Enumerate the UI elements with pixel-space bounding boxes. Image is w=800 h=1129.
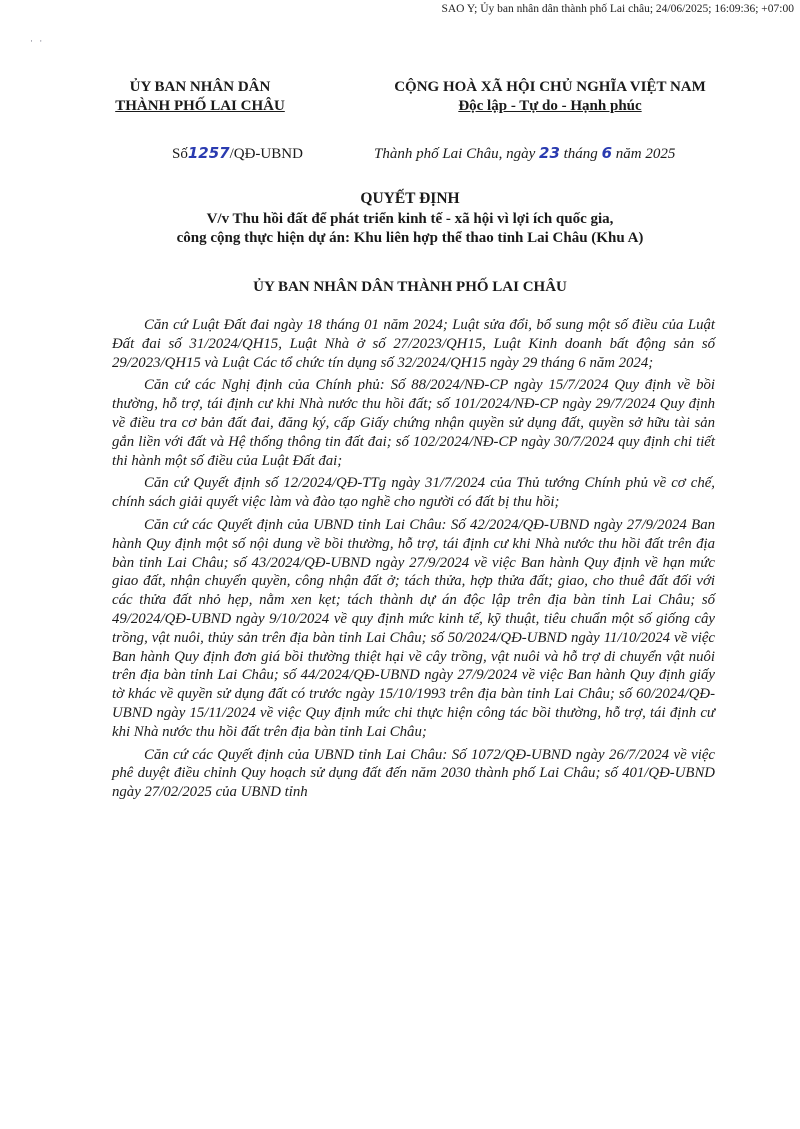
- digital-copy-stamp: SAO Y; Ủy ban nhân dân thành phố Lai châu; 24/06/2025; 16:09:36; +07:00: [441, 3, 794, 15]
- doc-number-suffix: /QĐ-UBND: [229, 146, 303, 162]
- decision-title-block: [90, 189, 730, 248]
- national-motto-header: [340, 78, 760, 116]
- issuing-agency-header: [100, 78, 300, 116]
- doc-number-handwritten: 1257: [187, 144, 230, 162]
- paragraph: Căn cứ Luật Đất đai ngày 18 tháng 01 năm 2024; Luật sửa đổi, bổ sung một số điều của Luật Đất đai số 31/2024/QH15, Luật Nhà ở số 27/2023/QH15, Luật Kinh doanh bất động sản số 29/2023/QH15 và Luật Các tổ chức tín dụng số 32/2024/QH15 ngày 29 tháng 6 năm 2024;: [112, 317, 715, 371]
- paragraph: Căn cứ các Quyết định của UBND tỉnh Lai Châu: Số 1072/QĐ-UBND ngày 26/7/2024 về việc phê duyệt điều chỉnh Quy hoạch sử dụng đất đến năm 2030 thành phố Lai Châu; số 401/QĐ-UBND ngày 27/02/2025 của UBND tỉnh: [112, 746, 715, 801]
- document-number: [172, 144, 303, 163]
- agency-line-2: THÀNH PHỐ LAI CHÂU: [115, 98, 285, 114]
- paragraph: Căn cứ Quyết định số 12/2024/QĐ-TTg ngày 31/7/2024 của Thủ tướng Chính phủ về cơ chế, chính sách giải quyết việc làm và đào tạo nghề cho người có đất bị thu hồi;: [112, 475, 715, 511]
- decision-subject-line-1: V/v Thu hồi đất để phát triển kinh tế - xã hội vì lợi ích quốc gia,: [206, 211, 614, 227]
- date-part-2: tháng: [563, 146, 598, 162]
- decision-subject-line-2: công cộng thực hiện dự án: Khu liên hợp thể thao tỉnh Lai Châu (Khu A): [176, 230, 644, 246]
- date-part-3: năm 2025: [615, 146, 676, 162]
- document-body: [112, 316, 715, 806]
- paragraph: Căn cứ các Nghị định của Chính phủ: Số 88/2024/NĐ-CP ngày 15/7/2024 Quy định về bồi thường, hỗ trợ, tái định cư khi Nhà nước thu hồi đất; số 101/2024/NĐ-CP ngày 29/7/2024 Quy định về điều tra cơ bản đất đai, đăng ký, cấp Giấy chứng nhận quyền sử dụng đất, quyền sở hữu tài sản gắn liền với đất và Hệ thống thông tin đất đai; số 102/2024/NĐ-CP ngày 30/7/2024 quy định chi tiết thi hành một số điều của Luật Đất đai;: [112, 377, 715, 469]
- scan-speck: · ·: [30, 36, 45, 46]
- agency-line-1: ỦY BAN NHÂN DÂN: [129, 79, 271, 95]
- issuer-heading: ỦY BAN NHÂN DÂN THÀNH PHỐ LAI CHÂU: [253, 279, 567, 295]
- date-day-handwritten: 23: [539, 144, 560, 162]
- country-name: CỘNG HOÀ XÃ HỘI CHỦ NGHĨA VIỆT NAM: [394, 79, 706, 95]
- date-part-1: Thành phố Lai Châu, ngày: [374, 146, 536, 162]
- date-line: [374, 144, 675, 163]
- motto: Độc lập - Tự do - Hạnh phúc: [458, 98, 642, 114]
- decision-title: QUYẾT ĐỊNH: [360, 190, 460, 207]
- doc-number-prefix: Số: [172, 146, 188, 162]
- date-month-handwritten: 6: [601, 144, 612, 162]
- paragraph: Căn cứ các Quyết định của UBND tỉnh Lai Châu: Số 42/2024/QĐ-UBND ngày 27/9/2024 Ban hành Quy định một số nội dung về bồi thường, hỗ trợ, tái định cư khi Nhà nước thu hồi đất trên địa bàn tỉnh Lai Châu; số 43/2024/QĐ-UBND ngày 27/9/2024 về việc Ban hành Quy định về hạn mức giao đất, nhận chuyển quyền, công nhận đất ở; tách thửa, hợp thửa đất; giao, cho thuê đất đối với các thửa đất nhỏ hẹp, nằm xen kẹt; tách thành dự án độc lập trên địa bàn tỉnh Lai Châu; số 49/2024/QĐ-UBND ngày 9/10/2024 về quy định mức kinh tế, kỹ thuật, tiêu chuẩn một số giống cây trồng, vật nuôi, thủy sản trên địa bàn tỉnh Lai Châu; số 50/2024/QĐ-UBND ngày 11/10/2024 về việc Ban hành Quy định đơn giá bồi thường thiệt hại về cây trồng, vật nuôi và hỗ trợ di chuyển vật nuôi trên địa bàn tỉnh Lai Châu; số 44/2024/QĐ-UBND ngày 27/9/2024 về việc Ban hành Quy định giấy tờ khác về quyền sử dụng đất có trước ngày 15/10/1993 trên địa bàn tỉnh Lai Châu; số 60/2024/QĐ-UBND ngày 15/11/2024 về việc Quy định mức chi thực hiện công tác bồi thường, hỗ trợ, tái định cư khi Nhà nước thu hồi đất trên địa bàn tỉnh Lai Châu;: [112, 516, 715, 740]
